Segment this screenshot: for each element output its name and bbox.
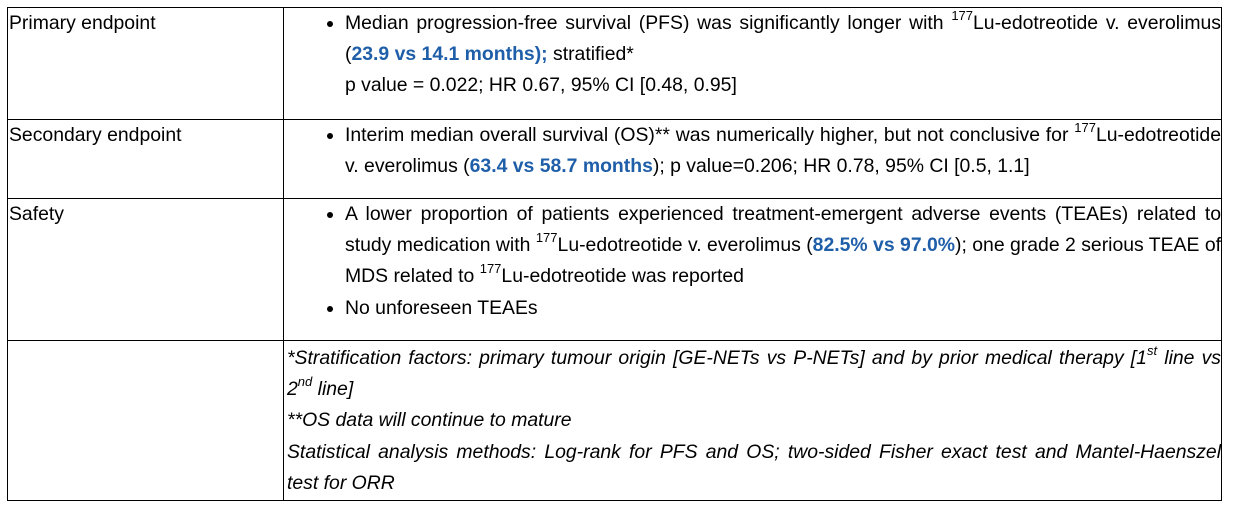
text-segment: Lu-edotreotide v. everolimus (	[557, 234, 813, 257]
highlighted-value: 63.4 vs 58.7 months	[469, 155, 653, 178]
row-content	[284, 120, 1222, 199]
footnote-os-data: **OS data will continue to mature	[287, 409, 572, 432]
text-segment: line]	[312, 378, 354, 401]
row-label: Primary endpoint	[8, 8, 284, 120]
row-content	[284, 8, 1222, 120]
highlighted-value: 23.9 vs 14.1 months);	[351, 43, 548, 66]
text-segment: Median progression-free survival (PFS) was significantly longer with	[345, 12, 952, 34]
superscript: nd	[297, 373, 313, 389]
text-segment: ); p value=0.206; HR 0.78, 95% CI [0.5, 1.1]	[652, 155, 1030, 178]
row-label: Safety	[8, 199, 284, 341]
bullet-list	[287, 199, 1221, 324]
table-row-primary-endpoint	[8, 8, 1222, 120]
row-content	[284, 199, 1222, 341]
text-segment: line vs 2	[287, 347, 1221, 401]
text-segment: Lu-edotreotide was reported	[501, 265, 744, 288]
footnotes	[284, 341, 1222, 501]
superscript: 177	[951, 7, 974, 23]
list-item	[345, 199, 1221, 293]
footnote-stratification	[287, 343, 1221, 405]
table-row-secondary-endpoint	[8, 120, 1222, 199]
superscript: 177	[479, 260, 502, 276]
superscript: 177	[1074, 119, 1096, 135]
text-segment: Interim median overall survival (OS)** was numerically higher, but not conclusive for	[345, 124, 1075, 146]
superscript: 177	[535, 229, 558, 245]
list-item	[345, 120, 1221, 182]
bullet-list	[287, 8, 1221, 102]
text-segment: stratified*	[547, 43, 634, 66]
text-segment: Lu-edotreotide v. everolimus (	[345, 12, 1221, 66]
results-table	[7, 7, 1222, 501]
list-item	[345, 293, 1221, 324]
text-segment: Lu-edotreotide v. everolimus (	[345, 124, 1221, 178]
text-segment: No unforeseen TEAEs	[345, 296, 538, 319]
row-label: Secondary endpoint	[8, 120, 284, 199]
superscript: st	[1146, 342, 1158, 358]
text-segment: A lower proportion of patients experienced treatment-emergent adverse events (TEAEs) related to study medication with	[345, 203, 1221, 257]
row-label	[8, 341, 284, 501]
highlighted-value: 82.5% vs 97.0%	[812, 234, 956, 257]
table-row-safety	[8, 199, 1222, 341]
text-segment: p value = 0.022; HR 0.67, 95% CI [0.48, 0.95]	[345, 74, 737, 97]
text-segment: ); one grade 2 serious TEAE of MDS related to	[345, 234, 1222, 288]
list-item	[345, 8, 1221, 102]
table-row-footnotes	[8, 341, 1222, 501]
bullet-list	[287, 120, 1221, 182]
text-segment: *Stratification factors: primary tumour origin [GE-NETs vs P-NETs] and by prior medical therapy [1	[287, 347, 1147, 369]
footnote-statistical-methods: Statistical analysis methods: Log-rank for PFS and OS; two-sided Fisher exact test and Mantel-Haenszel test for ORR	[287, 440, 1221, 494]
